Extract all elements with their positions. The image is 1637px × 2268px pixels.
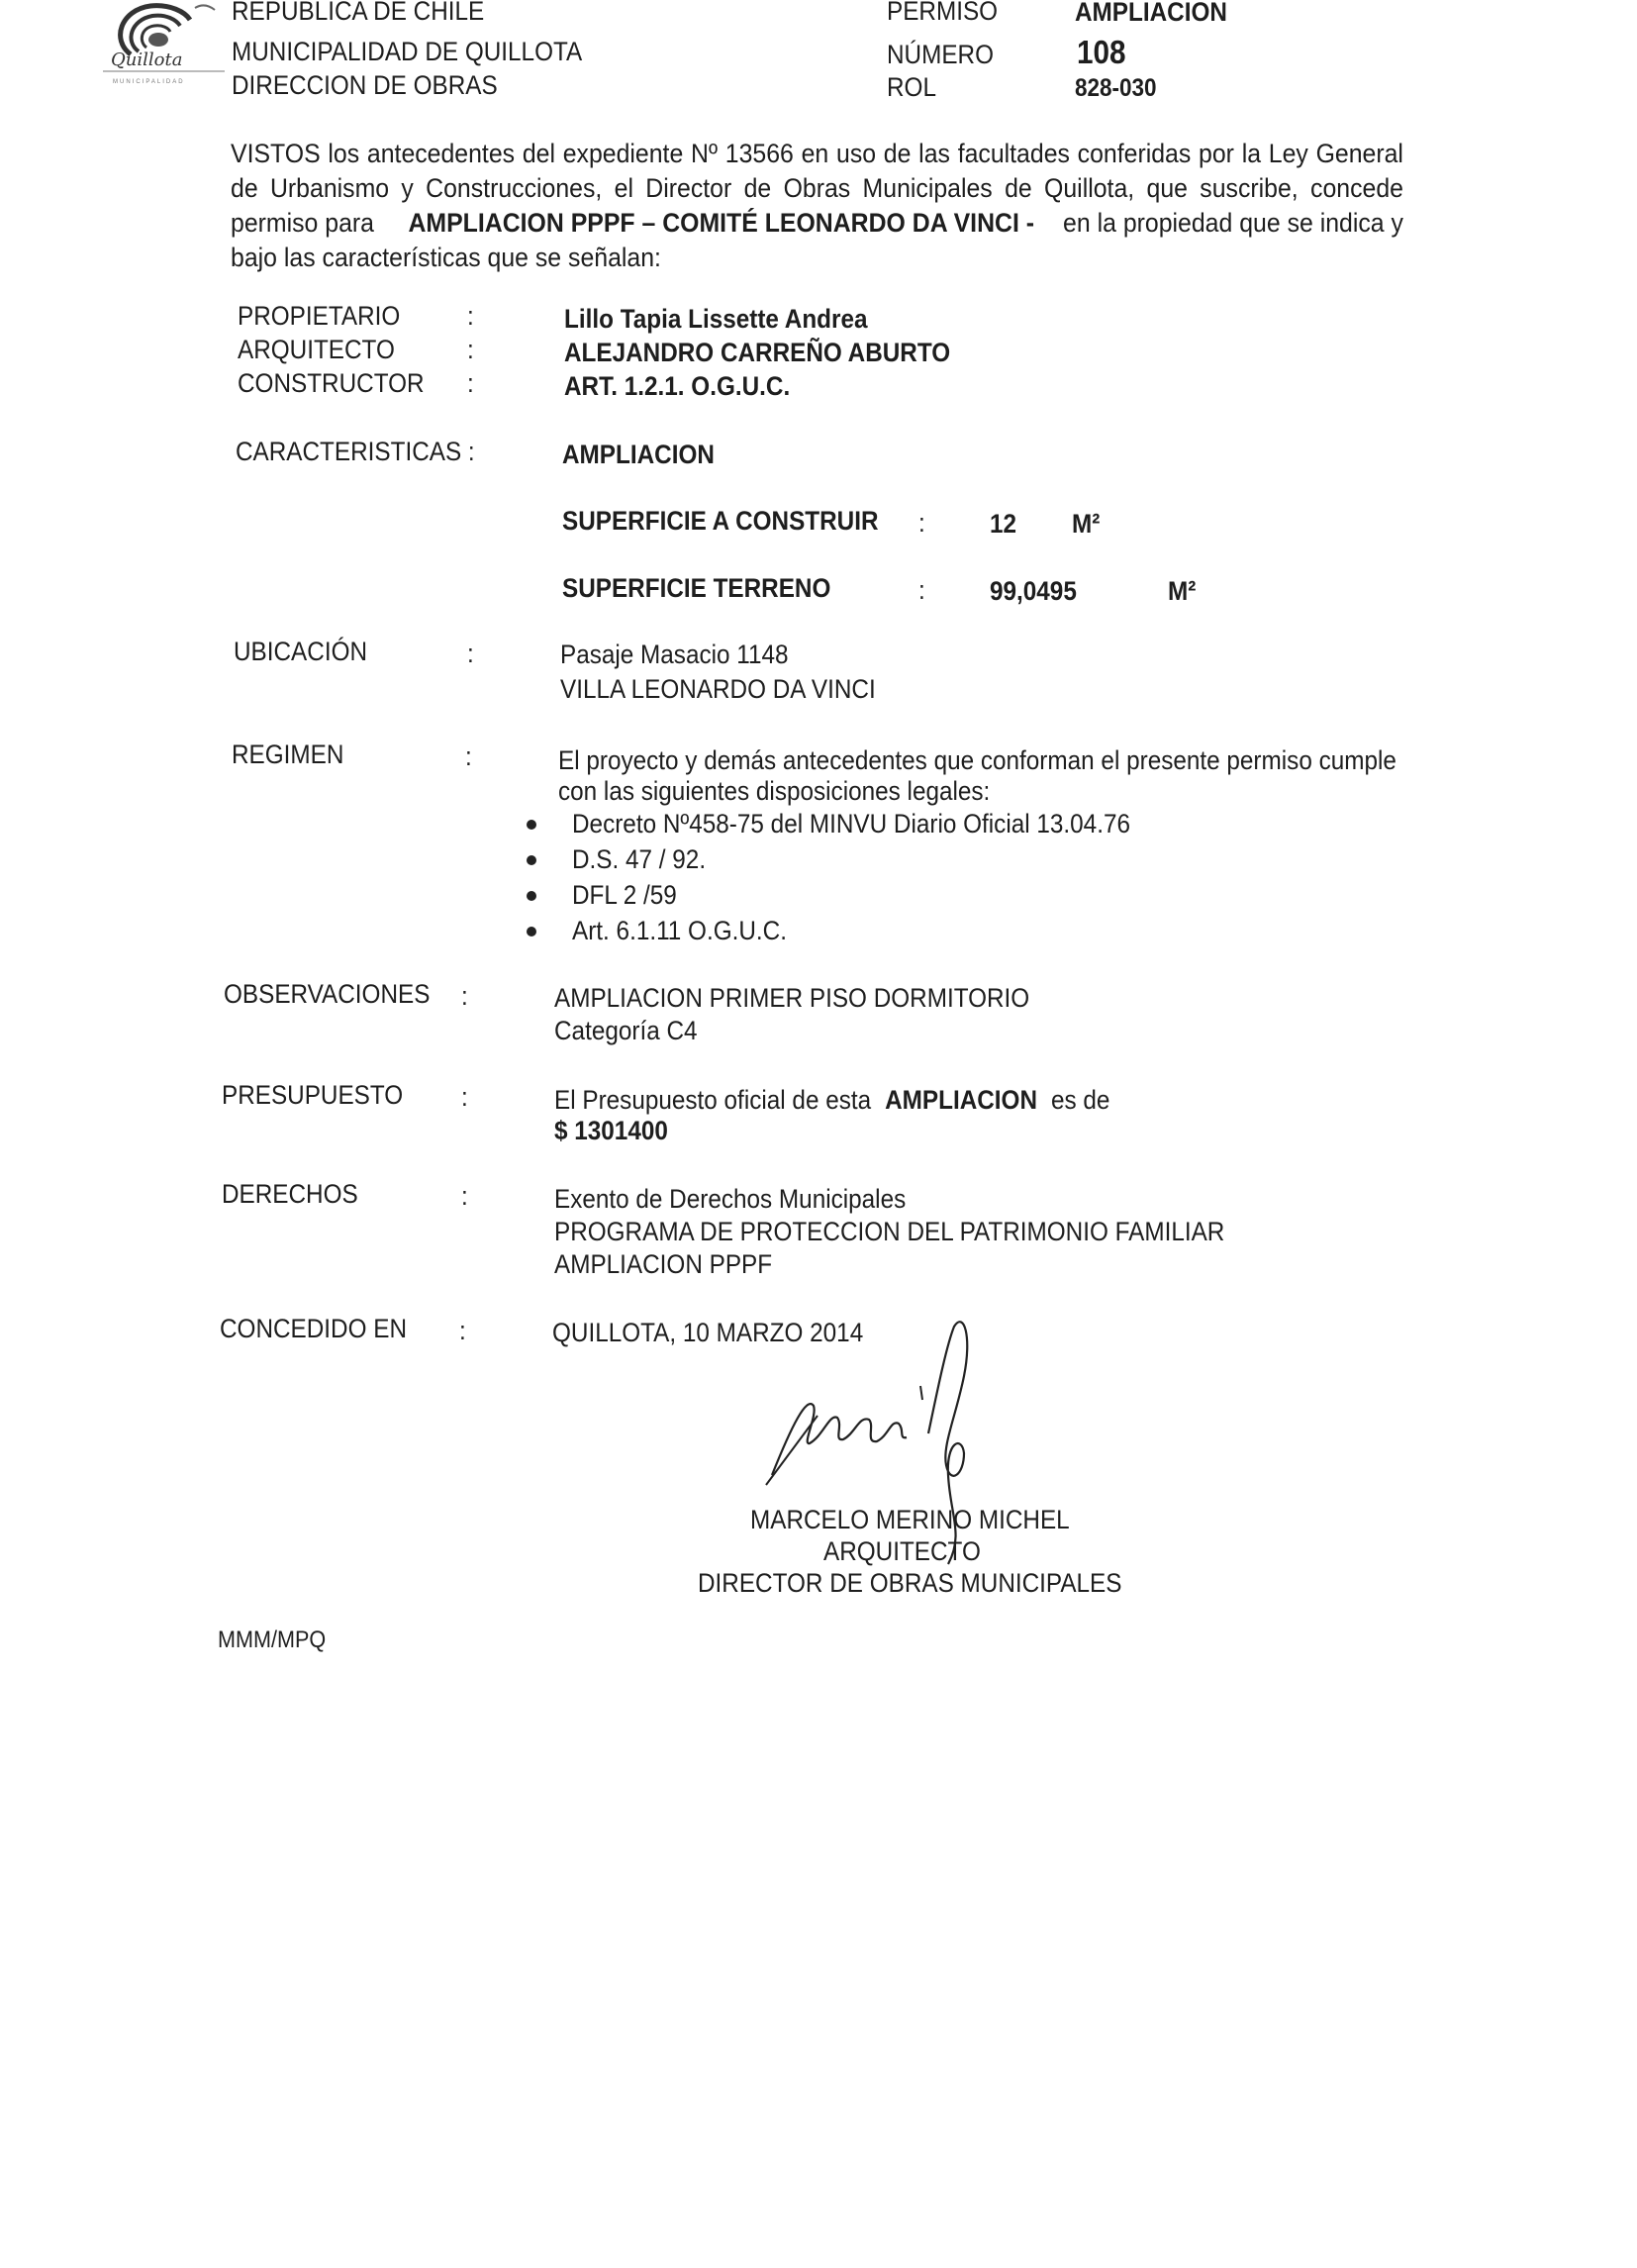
constructor-value: ART. 1.2.1. O.G.U.C. (564, 371, 791, 401)
presupuesto-text-1: El Presupuesto oficial de esta (554, 1085, 872, 1115)
bullet (527, 927, 536, 937)
signature-name: MARCELO MERINO MICHEL (750, 1505, 1070, 1534)
propietario-value: Lillo Tapia Lissette Andrea (564, 304, 868, 334)
rol-label: ROL (887, 72, 936, 102)
propietario-label: PROPIETARIO (238, 301, 401, 331)
colon: : (461, 1082, 468, 1112)
regimen-item: Art. 6.1.11 O.G.U.C. (572, 916, 787, 945)
sup-terreno-label: SUPERFICIE TERRENO (562, 573, 831, 603)
arquitecto-value: ALEJANDRO CARREÑO ABURTO (564, 338, 951, 367)
derechos-line-2: PROGRAMA DE PROTECCION DEL PATRIMONIO FAMILIAR (554, 1217, 1225, 1246)
permiso-value: AMPLIACION (1075, 0, 1227, 27)
sup-construir-label: SUPERFICIE A CONSTRUIR (562, 506, 879, 536)
bullet (527, 855, 536, 865)
bullet (527, 891, 536, 901)
colon: : (467, 335, 474, 364)
presupuesto-label: PRESUPUESTO (222, 1080, 404, 1110)
rol-value: 828-030 (1075, 74, 1157, 102)
colon: : (459, 1316, 466, 1345)
colon: : (461, 1181, 468, 1211)
header-org-line-2: MUNICIPALIDAD DE QUILLOTA (232, 37, 583, 66)
observaciones-line-1: AMPLIACION PRIMER PISO DORMITORIO (554, 983, 1030, 1013)
colon: : (467, 639, 474, 668)
intro-text-2: en la propiedad que se indica y bajo las características que se señalan: (231, 208, 1403, 272)
derechos-line-1: Exento de Derechos Municipales (554, 1184, 907, 1214)
presupuesto-bold: AMPLIACION (885, 1085, 1038, 1115)
regimen-item: Decreto Nº458-75 del MINVU Diario Oficial 13.04.76 (572, 809, 1130, 838)
colon: : (465, 741, 472, 771)
numero-value: 108 (1077, 34, 1126, 70)
concedido-label: CONCEDIDO EN (220, 1314, 408, 1343)
permiso-label: PERMISO (887, 0, 999, 26)
sup-terreno-value: 99,0495 (990, 576, 1077, 606)
signature-role: DIRECTOR DE OBRAS MUNICIPALES (698, 1568, 1122, 1598)
constructor-label: CONSTRUCTOR (238, 368, 425, 398)
svg-text:MUNICIPALIDAD: MUNICIPALIDAD (113, 79, 185, 85)
observaciones-label: OBSERVACIONES (224, 979, 431, 1009)
header-org-line-3: DIRECCION DE OBRAS (232, 70, 498, 100)
numero-label: NÚMERO (887, 40, 994, 69)
concedido-value: QUILLOTA, 10 MARZO 2014 (552, 1318, 864, 1347)
intro-text-1: VISTOS los antecedentes del expediente Nº 13566 en uso de las facultades conferidas por la Ley General de Urbanismo y Construcciones, el Director de Obras Municipales de Quillota, que suscribe, concede permiso para (231, 139, 1403, 238)
ubicacion-line-2: VILLA LEONARDO DA VINCI (560, 674, 876, 704)
derechos-line-3: AMPLIACION PPPF (554, 1249, 773, 1279)
intro-paragraph (231, 137, 1403, 275)
ubicacion-label: UBICACIÓN (234, 637, 368, 666)
observaciones-line-2: Categoría C4 (554, 1016, 698, 1045)
colon: : (918, 508, 925, 538)
derechos-label: DERECHOS (222, 1179, 358, 1209)
signature-title: ARQUITECTO (823, 1536, 981, 1566)
presupuesto-text (554, 1085, 1109, 1116)
footer-initials: MMM/MPQ (218, 1627, 327, 1653)
arquitecto-label: ARQUITECTO (238, 335, 395, 364)
regimen-label: REGIMEN (232, 740, 344, 769)
colon: : (918, 575, 925, 605)
caracteristicas-label: CARACTERISTICAS : (236, 437, 475, 466)
colon: : (461, 981, 468, 1011)
caracteristicas-value: AMPLIACION (562, 440, 715, 469)
sup-construir-value: 12 (990, 509, 1017, 539)
regimen-item: DFL 2 /59 (572, 880, 677, 910)
bullet (527, 820, 536, 830)
regimen-line-1: El proyecto y demás antecedentes que conforman el presente permiso cumple (558, 745, 1396, 775)
presupuesto-text-2: es de (1050, 1085, 1110, 1115)
municipality-logo (91, 0, 240, 91)
svg-text:Quillota: Quillota (111, 49, 183, 70)
header-org-line-1: REPUBLICA DE CHILE (232, 0, 485, 26)
presupuesto-amount: $ 1301400 (554, 1116, 668, 1145)
sup-construir-unit: M² (1072, 509, 1101, 539)
sup-terreno-unit: M² (1168, 576, 1197, 606)
intro-bold-text: AMPLIACION PPPF – COMITÉ LEONARDO DA VINCI - (408, 208, 1035, 238)
colon: : (467, 368, 474, 398)
regimen-line-2: con las siguientes disposiciones legales: (558, 776, 991, 806)
regimen-item: D.S. 47 / 92. (572, 844, 707, 874)
handwritten-signature (752, 1317, 1069, 1574)
colon: : (467, 301, 474, 331)
ubicacion-line-1: Pasaje Masacio 1148 (560, 640, 789, 669)
